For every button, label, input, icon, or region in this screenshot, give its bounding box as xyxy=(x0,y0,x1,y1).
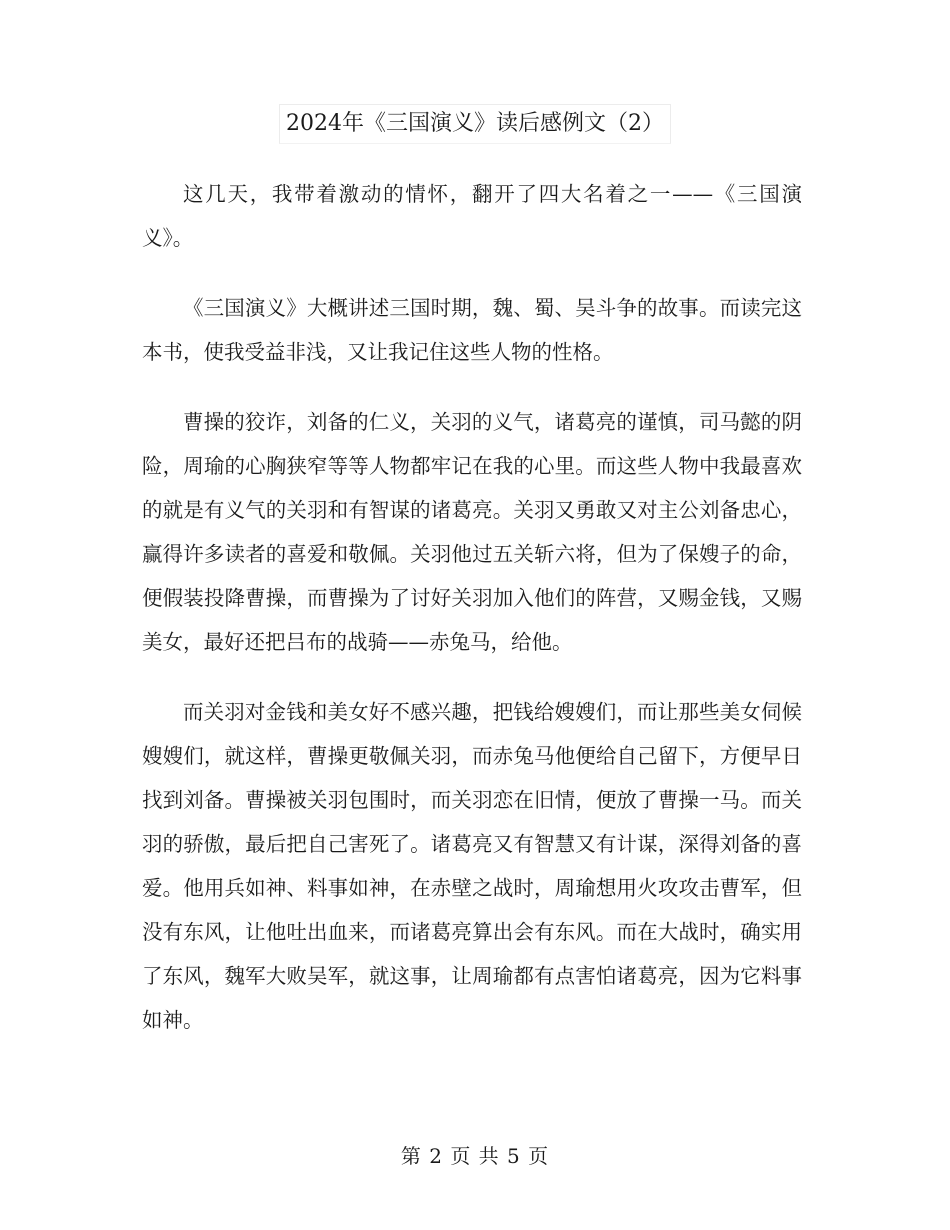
paragraph-3: 曹操的狡诈，刘备的仁义，关羽的义气，诸葛亮的谨慎，司马懿的阴险，周瑜的心胸狭窄等等人物都牢记在我的心里。而这些人物中我最喜欢的就是有义气的关羽和有智谋的诸葛亮。关羽又勇敢又对主公刘备忠心，赢得许多读者的喜爱和敬佩。关羽他过五关斩六将，但为了保嫂子的命，便假装投降曹操，而曹操为了讨好关羽加入他们的阵营，又赐金钱，又赐美女，最好还把吕布的战骑——赤兔马，给他。 xyxy=(142,410,802,654)
paragraph-4: 而关羽对金钱和美女好不感兴趣，把钱给嫂嫂们，而让那些美女伺候嫂嫂们，就这样，曹操更敬佩关羽，而赤兔马他便给自己留下，方便早日找到刘备。曹操被关羽包围时，而关羽恋在旧情，便放了曹操一马。而关羽的骄傲，最后把自己害死了。诸葛亮又有智慧又有计谋，深得刘备的喜爱。他用兵如神、料事如神，在赤壁之战时，周瑜想用火攻攻击曹军，但没有东风，让他吐出血来，而诸葛亮算出会有东风。而在大战时，确实用了东风，魏军大败吴军，就这事，让周瑜都有点害怕诸葛亮，因为它料事如神。 xyxy=(142,700,802,1032)
document-body xyxy=(142,172,802,1068)
document-title-text: 2024年《三国演义》读后感例文（2） xyxy=(279,104,671,144)
paragraph-1: 这几天，我带着激动的情怀，翻开了四大名着之一——《三国演义》。 xyxy=(142,182,802,250)
document-title xyxy=(0,104,950,144)
page-number-footer: 第 2 页 共 5 页 xyxy=(400,1144,550,1168)
paragraph-2: 《三国演义》大概讲述三国时期，魏、蜀、吴斗争的故事。而读完这本书，使我受益非浅，又让我记住这些人物的性格。 xyxy=(142,296,802,364)
